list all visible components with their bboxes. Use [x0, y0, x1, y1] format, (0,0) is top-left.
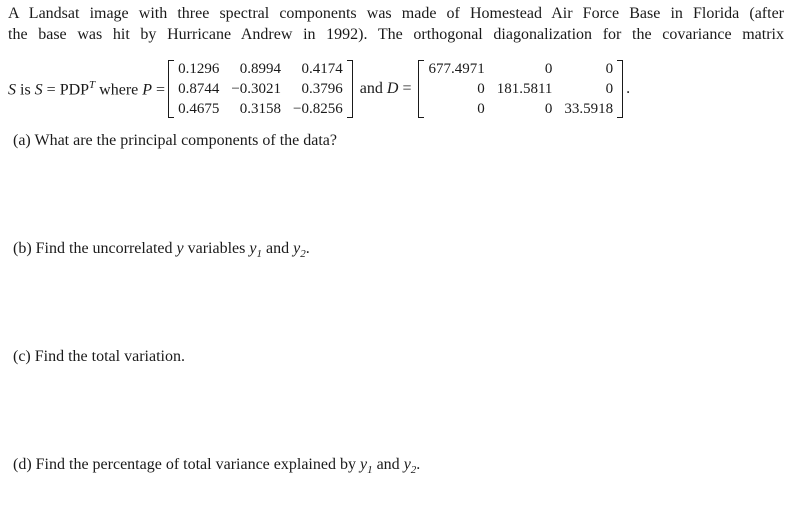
equation-prefix: S is $S = PDP^T$ where P =	[8, 78, 166, 99]
and-text: and D =	[359, 80, 412, 97]
matrix-d-row	[422, 59, 619, 79]
matrix-d-cell: 0	[477, 81, 485, 97]
intro-line-1: A Landsat image with three spectral components was made of Homestead Air Force Base in Florida (after	[8, 5, 784, 22]
transpose-mark: T	[89, 78, 96, 91]
question-d-text: (d) Find the percentage of total variance explained by $y_1$ and $y_2$.	[13, 456, 421, 477]
question-c-text: (c) Find the total variation.	[13, 348, 185, 365]
matrix-d-cell: 0	[544, 101, 553, 117]
intro-line-2: the base was hit by Hurricane Andrew in 1992). The orthogonal diagonalization for the covariance matrix	[8, 26, 784, 43]
matrix-d	[418, 59, 623, 119]
covariance-equation	[8, 56, 630, 122]
matrix-p-row	[172, 79, 349, 99]
where-text: where P =	[95, 81, 166, 99]
matrix-d-cell: 0	[544, 61, 553, 77]
question-c	[13, 348, 185, 366]
question-b	[13, 240, 310, 260]
matrix-p	[168, 59, 353, 119]
matrix-p-row	[172, 99, 349, 119]
matrix-p-cell: 0.1296	[178, 61, 220, 77]
matrix-d-row	[422, 99, 619, 119]
matrix-p-cell: 0.8994	[239, 61, 282, 77]
equation-period: .	[626, 80, 631, 97]
matrix-p-cell: −0.8256	[293, 101, 343, 117]
matrix-p-cell: 0.3796	[301, 81, 343, 97]
question-a-text: (a) What are the principal components of the data?	[13, 132, 338, 149]
matrix-p-cell: 0.4174	[301, 61, 343, 77]
question-d	[13, 456, 420, 476]
problem-intro	[8, 3, 784, 45]
question-a	[13, 132, 337, 150]
matrix-p-row	[172, 59, 349, 79]
matrix-d-cell: 0	[477, 101, 485, 117]
matrix-p-cell: 0.8744	[178, 81, 220, 97]
matrix-p-cell: 0.3158	[239, 101, 282, 117]
matrix-d-cell: 33.5918	[564, 101, 614, 117]
matrix-p-cell: 0.4675	[178, 101, 220, 117]
matrix-d-cell: 677.4971	[428, 61, 485, 77]
matrix-p-cell: −0.3021	[231, 81, 282, 97]
matrix-d-cell: 0	[605, 61, 614, 77]
matrix-d-row	[422, 79, 619, 99]
matrix-d-cell: 181.5811	[496, 81, 553, 97]
question-b-text: (b) Find the uncorrelated y variables $y_1$ and $y_2$.	[13, 240, 310, 261]
matrix-d-cell: 0	[605, 81, 614, 97]
